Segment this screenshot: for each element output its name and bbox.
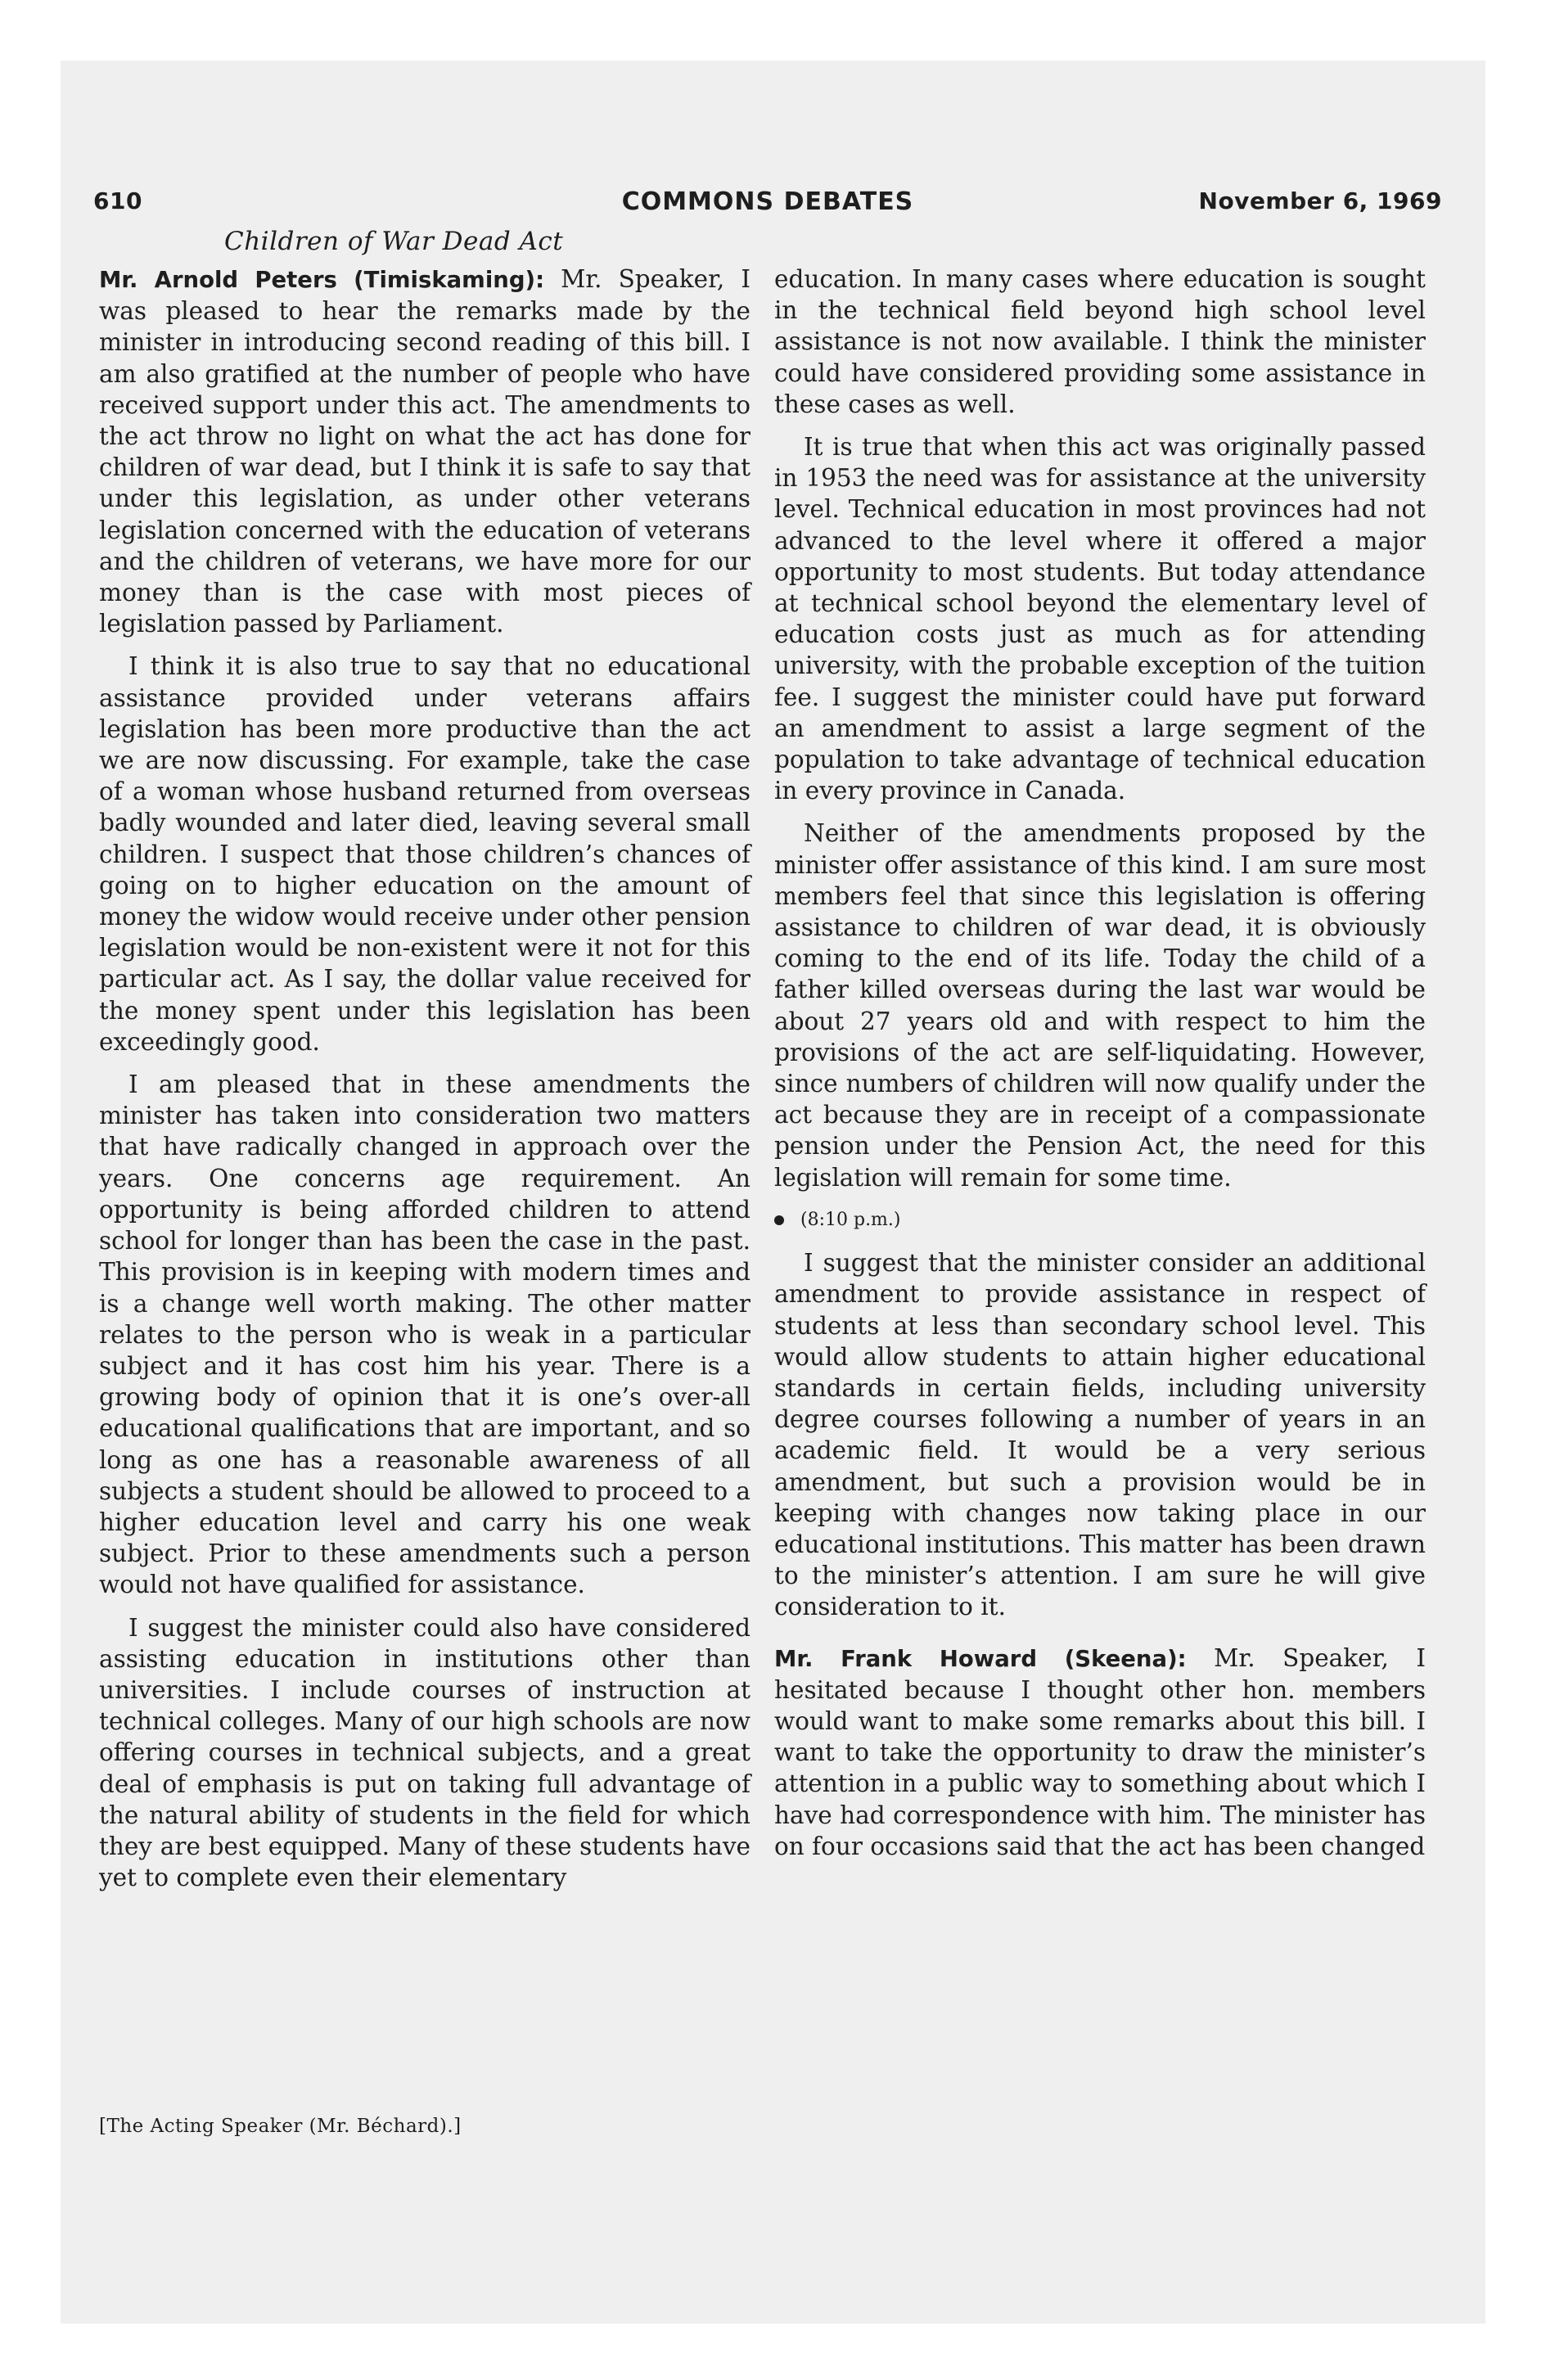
section-subtitle: Children of War Dead Act — [224, 227, 564, 256]
publication-title: COMMONS DEBATES — [621, 187, 914, 216]
timestamp-text: (8:10 p.m.) — [800, 1209, 901, 1230]
left-column — [99, 264, 750, 1904]
paragraph: I suggest that the minister consider an additional amendment to provide assistance in respect of students at less than secondary school level. This would allow students to attain higher educational standards in certain fields, including university degree courses following a number of years in an academic field. It would be a very serious amendment, but such a provision would be in keeping with changes now taking place in our educational institutions. This matter has been drawn to the minister’s attention. I am sure he will give consideration to it. — [774, 1249, 1426, 1621]
paragraph: It is true that when this act was originally passed in 1953 the need was for assistance at the university level. Technical education in most provinces had not advanced to the level where it offered a major opportunity to most students. But today attendance at technical school beyond the elementary level of education costs just as much as for attending university, with the probable exception of the tuition fee. I suggest the minister could have put forward an amendment to assist a large segment of the population to take advantage of technical education in every province in Canada. — [774, 433, 1426, 805]
right-column — [774, 264, 1426, 1873]
footer-note: [The Acting Speaker (Mr. Béchard).] — [99, 2116, 462, 2137]
paragraph-text: Mr. Speaker, I hesitated because I thought other hon. members would want to make some remarks about this bill. I want to take the opportunity to draw the minister’s attention in a public way to something about which I have had correspondence with him. The minister has on four occasions said that the act has been changed — [774, 1643, 1426, 1860]
paragraph-text: Mr. Speaker, I was pleased to hear the remarks made by the minister in introducing second reading of this bill. I am also gratified at the number of people who have received support under this act. The amendments to the act throw no light on what the act has done for children of war dead, but I think it is safe to say that under this legislation, as under other veterans legislation concerned with the education of veterans and the children of veterans, we have more for our money than is the case with most pieces of legislation passed by Parliament. — [99, 265, 750, 638]
speaker-name: Mr. Arnold Peters (Timiskaming): — [99, 267, 545, 293]
paragraph: I am pleased that in these amendments the minister has taken into consideration two matters that have radically changed in approach over the years. One concerns age requirement. An opportunity is being afforded children to attend school for longer than has been the case in the past. This provision is in keeping with modern times and is a change well worth making. The other matter relates to the person who is weak in a particular subject and it has cost him his year. There is a growing body of opinion that it is one’s over-all educational qualifications that are important, and so long as one has a reasonable awareness of all subjects a student should be allowed to proceed to a higher education level and carry his one weak subject. Prior to these amendments such a person would not have qualified for assistance. — [99, 1071, 750, 1599]
paragraph — [774, 1643, 1426, 1862]
paragraph: I think it is also true to say that no educational assistance provided under veterans affairs legislation has been more productive than the act we are now discussing. For example, take the case of a woman whose husband returned from overseas badly wounded and later died, leaving several small children. I suspect that those children’s chances of going on to higher education on the amount of money the widow would receive under other pension legislation would be non-existent were it not for this particular act. As I say, the dollar value received for the money spent under this legislation has been exceedingly good. — [99, 652, 750, 1056]
timestamp — [774, 1205, 1426, 1236]
paragraph: Neither of the amendments proposed by the minister offer assistance of this kind. I am sure most members feel that since this legislation is offering assistance to children of war dead, it is obviously coming to the end of its life. Today the child of a father killed overseas during the last war would be about 27 years old and with respect to him the provisions of the act are self-liquidating. However, since numbers of children will now qualify under the act because they are in receipt of a compassionate pension under the Pension Act, the need for this legislation will remain for some time. — [774, 819, 1426, 1192]
page — [61, 61, 1485, 2324]
header-date: November 6, 1969 — [1198, 187, 1442, 214]
running-header — [93, 187, 1442, 225]
speaker-name: Mr. Frank Howard (Skeena): — [774, 1645, 1187, 1672]
paragraph — [99, 264, 750, 639]
paragraph: I suggest the minister could also have considered assisting education in institutions other than universities. I include courses of instruction at technical colleges. Many of our high schools are now offering courses in technical subjects, and a great deal of emphasis is put on taking full advantage of the natural ability of students in the field for which they are best equipped. Many of these students have yet to complete even their elementary — [99, 1613, 750, 1892]
bullet-icon — [774, 1215, 784, 1225]
paragraph: education. In many cases where education is sought in the technical field beyond high school level assistance is not now available. I think the minister could have considered providing some assistance in these cases as well. — [774, 265, 1426, 418]
page-number: 610 — [93, 187, 142, 214]
